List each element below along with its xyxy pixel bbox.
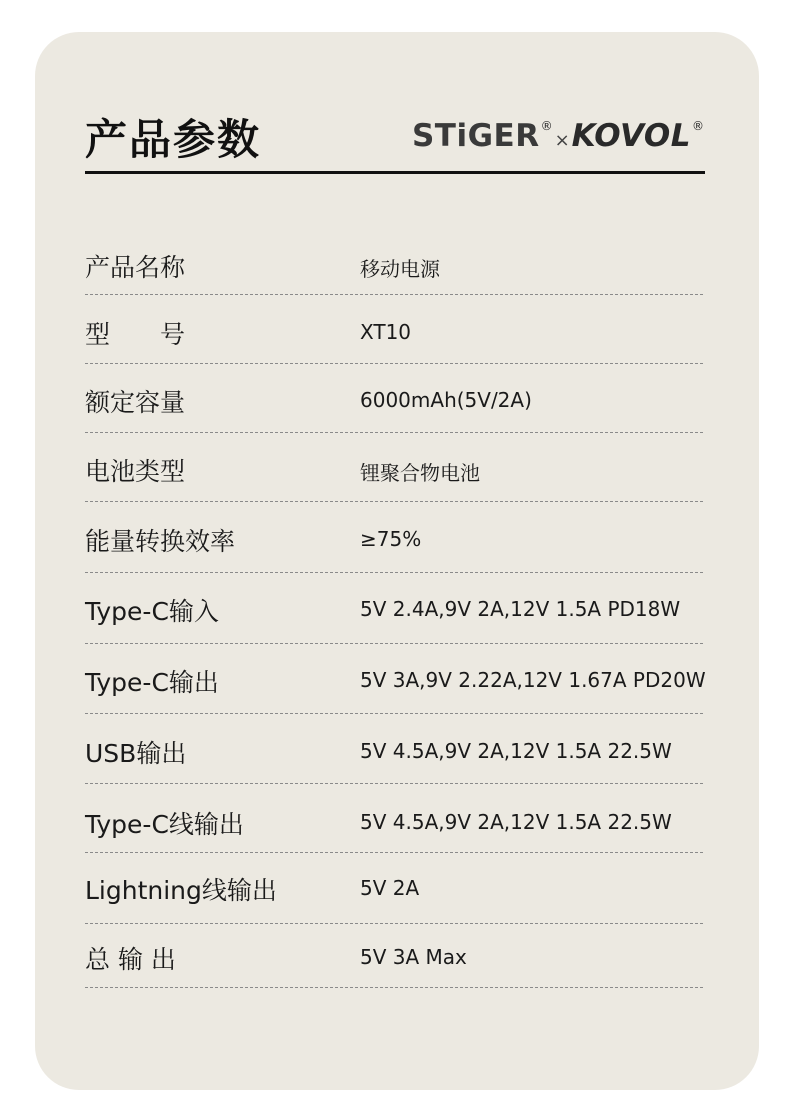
spec-label: 型 号 xyxy=(85,320,186,349)
spec-value: 5V 2.4A,9V 2A,12V 1.5A PD18W xyxy=(360,597,681,621)
row-divider xyxy=(85,923,703,924)
row-divider xyxy=(85,783,703,784)
row-divider xyxy=(85,501,703,502)
row-divider xyxy=(85,432,703,433)
spec-label: 额定容量 xyxy=(85,388,186,417)
row-divider xyxy=(85,294,703,295)
spec-value: 5V 4.5A,9V 2A,12V 1.5A 22.5W xyxy=(360,810,672,834)
header-divider xyxy=(85,171,705,174)
registered-mark: ® xyxy=(692,119,704,133)
row-divider xyxy=(85,987,703,988)
spec-value: 5V 4.5A,9V 2A,12V 1.5A 22.5W xyxy=(360,739,672,763)
row-divider xyxy=(85,363,703,364)
spec-value: 5V 3A,9V 2.22A,12V 1.67A PD20W xyxy=(360,668,706,692)
spec-label: Type-C输出 xyxy=(85,668,219,697)
row-divider xyxy=(85,852,703,853)
spec-label: 产品名称 xyxy=(85,253,186,282)
spec-value: 移动电源 xyxy=(360,257,440,281)
spec-value: 5V 2A xyxy=(360,876,420,900)
spec-value: 锂聚合物电池 xyxy=(360,461,480,485)
spec-label: Lightning线输出 xyxy=(85,876,277,905)
brand-logo xyxy=(412,118,704,164)
spec-value: ≥75% xyxy=(360,527,422,551)
spec-value: XT10 xyxy=(360,320,412,344)
spec-label: USB输出 xyxy=(85,739,187,768)
registered-mark: ® xyxy=(540,119,553,133)
row-divider xyxy=(85,643,703,644)
spec-label: Type-C线输出 xyxy=(85,810,244,839)
page-title: 产品参数 xyxy=(85,115,262,164)
brand-kovol: KOVOL xyxy=(571,118,691,154)
spec-card xyxy=(35,32,759,1090)
spec-value: 5V 3A Max xyxy=(360,945,467,969)
spec-label: 电池类型 xyxy=(85,457,186,486)
spec-label: 总 输 出 xyxy=(85,945,176,974)
spec-label: 能量转换效率 xyxy=(85,527,236,556)
spec-value: 6000mAh(5V/2A) xyxy=(360,388,532,412)
brand-stiger: STiGER xyxy=(411,118,540,154)
brand-separator: × xyxy=(554,130,570,151)
row-divider xyxy=(85,572,703,573)
row-divider xyxy=(85,713,703,714)
spec-label: Type-C输入 xyxy=(85,597,219,626)
